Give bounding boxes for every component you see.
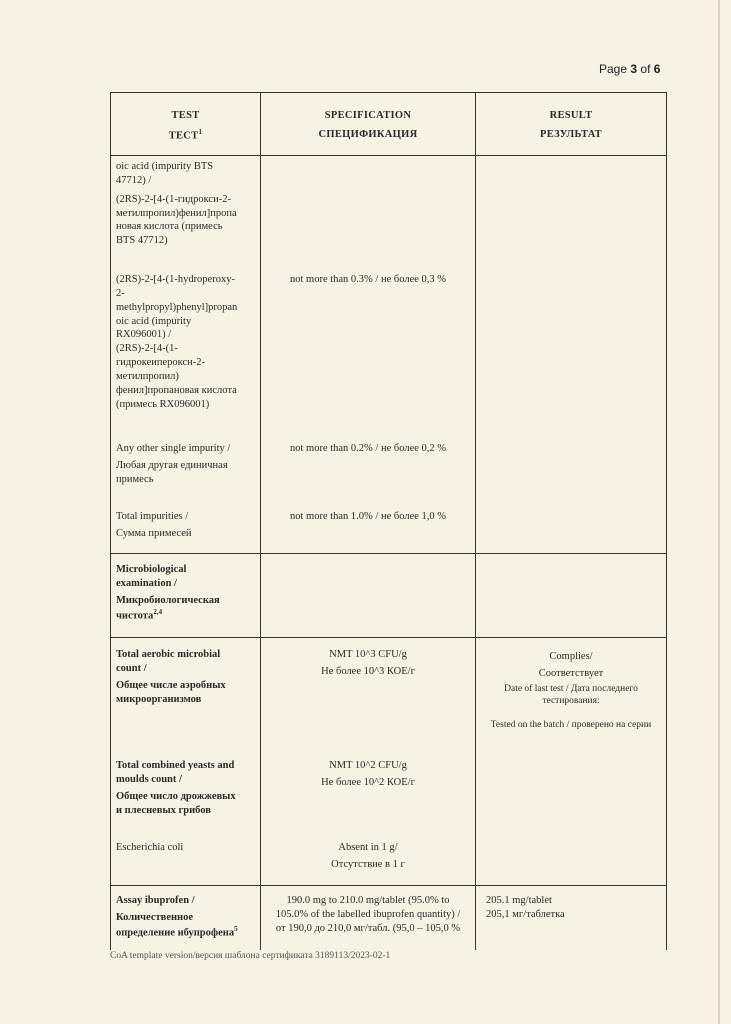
table-row-assay: [111, 886, 667, 951]
impurities-spec-cell: [261, 156, 476, 554]
counts-test-cell: Total aerobic microbial count / Общее числе аэробных микроорганизмов Total combined yeasts and moulds count / Общее число дрожжевых и плесневых грибов Escherichia coli: [111, 638, 261, 886]
spec-total-impurities: not more than 1.0% / не более 1,0 %: [289, 511, 447, 522]
assay-result-cell: 205.1 mg/tablet 205,1 мг/таблетка: [476, 886, 667, 951]
table-row-microbial-counts: [111, 638, 667, 886]
spec-rx096001: not more than 0.3% / не более 0,3 %: [289, 274, 447, 285]
table-header-row: [111, 93, 667, 156]
assay-spec-cell: 190.0 mg to 210.0 mg/tablet (95.0% to 105.0% of the labelled ibuprofen quantity) / от 190,0 до 210,0 мг/табл. (95,0 – 105,0 %: [261, 886, 476, 951]
header-specification: SPECIFICATION СПЕЦИФИКАЦИЯ: [261, 93, 476, 156]
header-result: RESULT РЕЗУЛЬТАТ: [476, 93, 667, 156]
counts-result-cell: Complies/ Соответствует Date of last test / Дата последнего тестирования: Tested on the batch / проверено на серии: [476, 638, 667, 886]
impurities-result-cell: [476, 156, 667, 554]
assay-test-cell: Assay ibuprofen / Количественное определение ибупрофена$^5$: [111, 886, 261, 951]
table-row-microbiological: [111, 554, 667, 638]
impurities-test-cell: oic acid (impurity BTS 47712) / (2RS)-2-[4-(1-гидрокси-2- метилпропил)фенил]пропа новая кислота (примесь BTS 47712) (2RS)-2-[4-(1-hydroperoxy- 2- methylpropyl)phenyl]propan oic acid (impurity RX096001) / (2RS)-2-[4-(1- гидрокеипероксн-2- метилпропил) фенил]пропановая кислота (примесь RX096001) Any other single impurity / Любая другая единичная примесь Total impurities / Сумма примесей: [111, 156, 261, 554]
ecoli-test: Escherichia coli: [116, 842, 184, 853]
header-test: TEST ТЕСТ$^1$: [111, 93, 261, 156]
coa-table: [110, 92, 667, 950]
template-version-footer: CoA template version/версия шаблона сертификата 3189113/2023-02-1: [110, 951, 391, 961]
counts-spec-cell: NMT 10^3 CFU/g Не более 10^3 КОЕ/г NMT 10^2 CFU/g Не более 10^2 КОЕ/г Absent in 1 g/ Отсутствие в 1 г: [261, 638, 476, 886]
table-row-impurities: [111, 156, 667, 554]
micro-result-cell: [476, 554, 667, 638]
micro-test-cell: Microbiological examination / Микробиологическая чистота$^{2,4}$: [111, 554, 261, 638]
page-number: Page 3 of 6: [599, 62, 661, 76]
micro-spec-cell: [261, 554, 476, 638]
page-edge: [718, 0, 720, 1024]
spec-other-impurity: not more than 0.2% / не более 0,2 %: [289, 443, 447, 454]
